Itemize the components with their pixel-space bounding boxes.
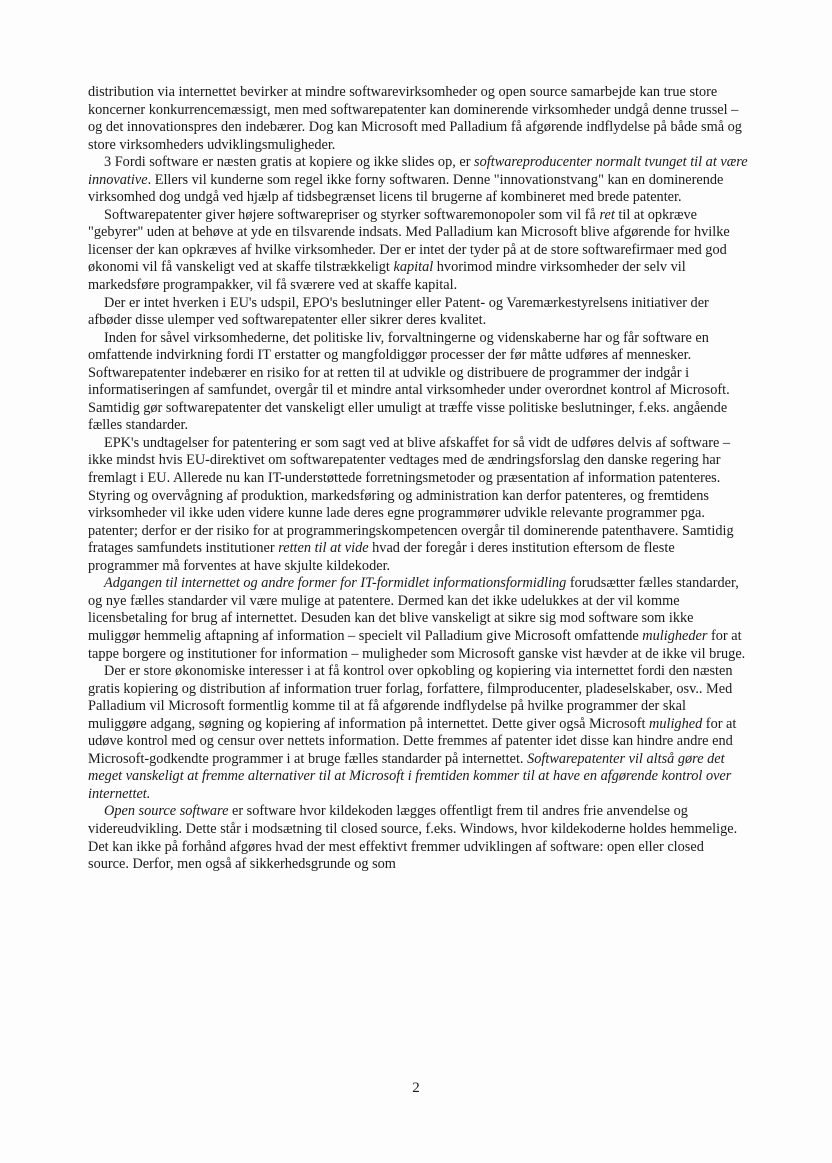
italic-text: Adgangen til internettet og andre former for IT-formidlet informationsformidling (104, 575, 567, 592)
paragraph (88, 154, 748, 207)
paragraph (88, 330, 748, 435)
text-run: EPK's undtagelser for patentering er som sagt ved at blive afskaffet for så vidt de udføres delvis af software – ikke mindst hvis EU-direktivet om softwarepatenter vedtages med de ændringsforslag den danske regering har fremlagt i EU. Allerede nu kan IT-understøttede forretningsmetoder og præsentation af information patenteres. Styring og overvågning af produktion, markedsføring og administration kan derfor patenteres, og fremtidens virksomheder vil ikke uden videre kunne lade deres egne programmører udvikle relevante programmer pga. patenter; derfor er der risiko for at programmeringskompetencen overgår til dominerende patenthavere. Samtidig fratages samfundets institutioner (88, 434, 734, 557)
text-run: er software hvor kildekoden lægges offentligt frem til andres frie anvendelse og videreudvikling. Dette står i modsætning til closed source, f.eks. Windows, hvor kildekoderne holdes hemmelige. Det kan ikke på forhånd afgøres hvad der mest effektivt fremmer udviklingen af software: open eller closed source. Derfor, men også af sikkerhedsgrunde og som (88, 803, 738, 873)
text-run: hvorimod mindre virksomheder der selv vil markedsføre programpakker, vil få sværere ved at skaffe kapital. (88, 259, 686, 294)
italic-text: ret (599, 206, 615, 223)
page-number: 2 (412, 1080, 420, 1096)
italic-text: Softwarepatenter vil altså gøre det meget vanskeligt at fremme alternativer til at Microsoft i fremtiden kommer til at have en afgørende kontrol over internettet. (88, 750, 732, 802)
paragraph (88, 575, 748, 663)
italic-text: kapital (393, 259, 434, 276)
text-run: for at udøve kontrol med og censur over nettets information. Dette fremmes af patenter idet disse kan hindre andre end Microsoft-godkendte programmer i at bruge fælles standarder på internettet. (88, 715, 737, 767)
text-run: til at opkræve "gebyrer" uden at behøve at yde en tilsvarende indsats. Med Palladium kan Microsoft blive afgørende for hvilke licenser der kan opkræves af hvilke virksomheder. Der er intet der tyder på at de store softwarefirmaer med god økonomi vil få vanskeligt ved at skaffe tilstrækkeligt (88, 206, 730, 276)
paragraph (88, 84, 748, 154)
body-text (88, 84, 748, 874)
italic-text: retten til at vide (278, 540, 369, 557)
text-run: . Ellers vil kunderne som regel ikke forny softwaren. Denne "innovationstvang" kan en dominerende virksomhed dog undgå ved hjælp af tidsbegrænset licens til brugerne af kombineret med brede patenter. (88, 171, 724, 206)
text-run: Der er intet hverken i EU's udspil, EPO's beslutninger eller Patent- og Varemærkestyrelsens initiativer der afbøder disse ulemper ved softwarepatenter eller sikrer deres kvalitet. (88, 294, 709, 329)
paragraph (88, 435, 748, 575)
italic-text: softwareproducenter normalt tvunget til at være innovative (88, 154, 748, 188)
text-run: 3 Fordi software er næsten gratis at kopiere og ikke slides op, er (104, 154, 475, 171)
paragraph (88, 663, 748, 803)
paragraph (88, 207, 748, 295)
paragraph (88, 803, 748, 873)
text-run: distribution via internettet bevirker at mindre softwarevirksomheder og open source samarbejde kan true store koncerner konkurrencemæssigt, men med softwarepatenter kan dominerende virksomheder undgå denne trussel – og det innovationspres den indebærer. Dog kan Microsoft med Palladium få afgørende indflydelse på både små og store virksomheders udviklingsmuligheder. (88, 84, 742, 153)
text-run: hvad der foregår i deres institution eftersom de fleste programmer må forventes at have skjulte kildekoder. (88, 540, 675, 574)
text-run: for at tappe borgere og institutioner for information – muligheder som Microsoft ganske vist hævder at de ikke vil bruge. (88, 627, 746, 662)
paragraph (88, 295, 748, 330)
text-run: Inden for såvel virksomhederne, det politiske liv, forvaltningerne og videnskaberne har og får software en omfattende indvirkning fordi IT erstatter og mangfoldiggør processer der før måtte udføres af mennesker. Softwarepatenter indebærer en risiko for at retten til at udvikle og distribuere de programmer der indgår i informatiseringen af samfundet, overgår til et mindre antal virksomheder under overordnet kontrol af Microsoft. Samtidig gør softwarepatenter det vanskeligt eller umuligt at træffe visse politiske beslutninger, f.eks. angående fælles standarder. (88, 329, 730, 434)
text-run: Der er store økonomiske interesser i at få kontrol over opkobling og kopiering via internettet fordi den næsten gratis kopiering og distribution af information truer forlag, forfattere, filmproducenter, pladeselskaber, osv.. Med Palladium vil Microsoft formentlig komme til at få afgørende indflydelse på hvilke programmer der skal muliggøre adgang, søgning og kopiering af information på internettet. Dette giver også Microsoft (88, 663, 733, 732)
italic-text: muligheder (642, 627, 708, 644)
text-run: forudsætter fælles standarder, og nye fælles standarder vil være mulige at patentere. Dermed kan det ikke udelukkes at der vil komme licensbetaling for brug af internettet. Desuden kan det blive vanskeligt at sikre sig mod software som ikke muliggør hemmelig aftapning af information – specielt vil Palladium give Microsoft omfattende (88, 575, 739, 644)
italic-text: Open source software (104, 803, 229, 820)
text-run: Softwarepatenter giver højere softwarepriser og styrker softwaremonopoler som vil få (104, 206, 600, 223)
italic-text: mulighed (649, 715, 703, 732)
